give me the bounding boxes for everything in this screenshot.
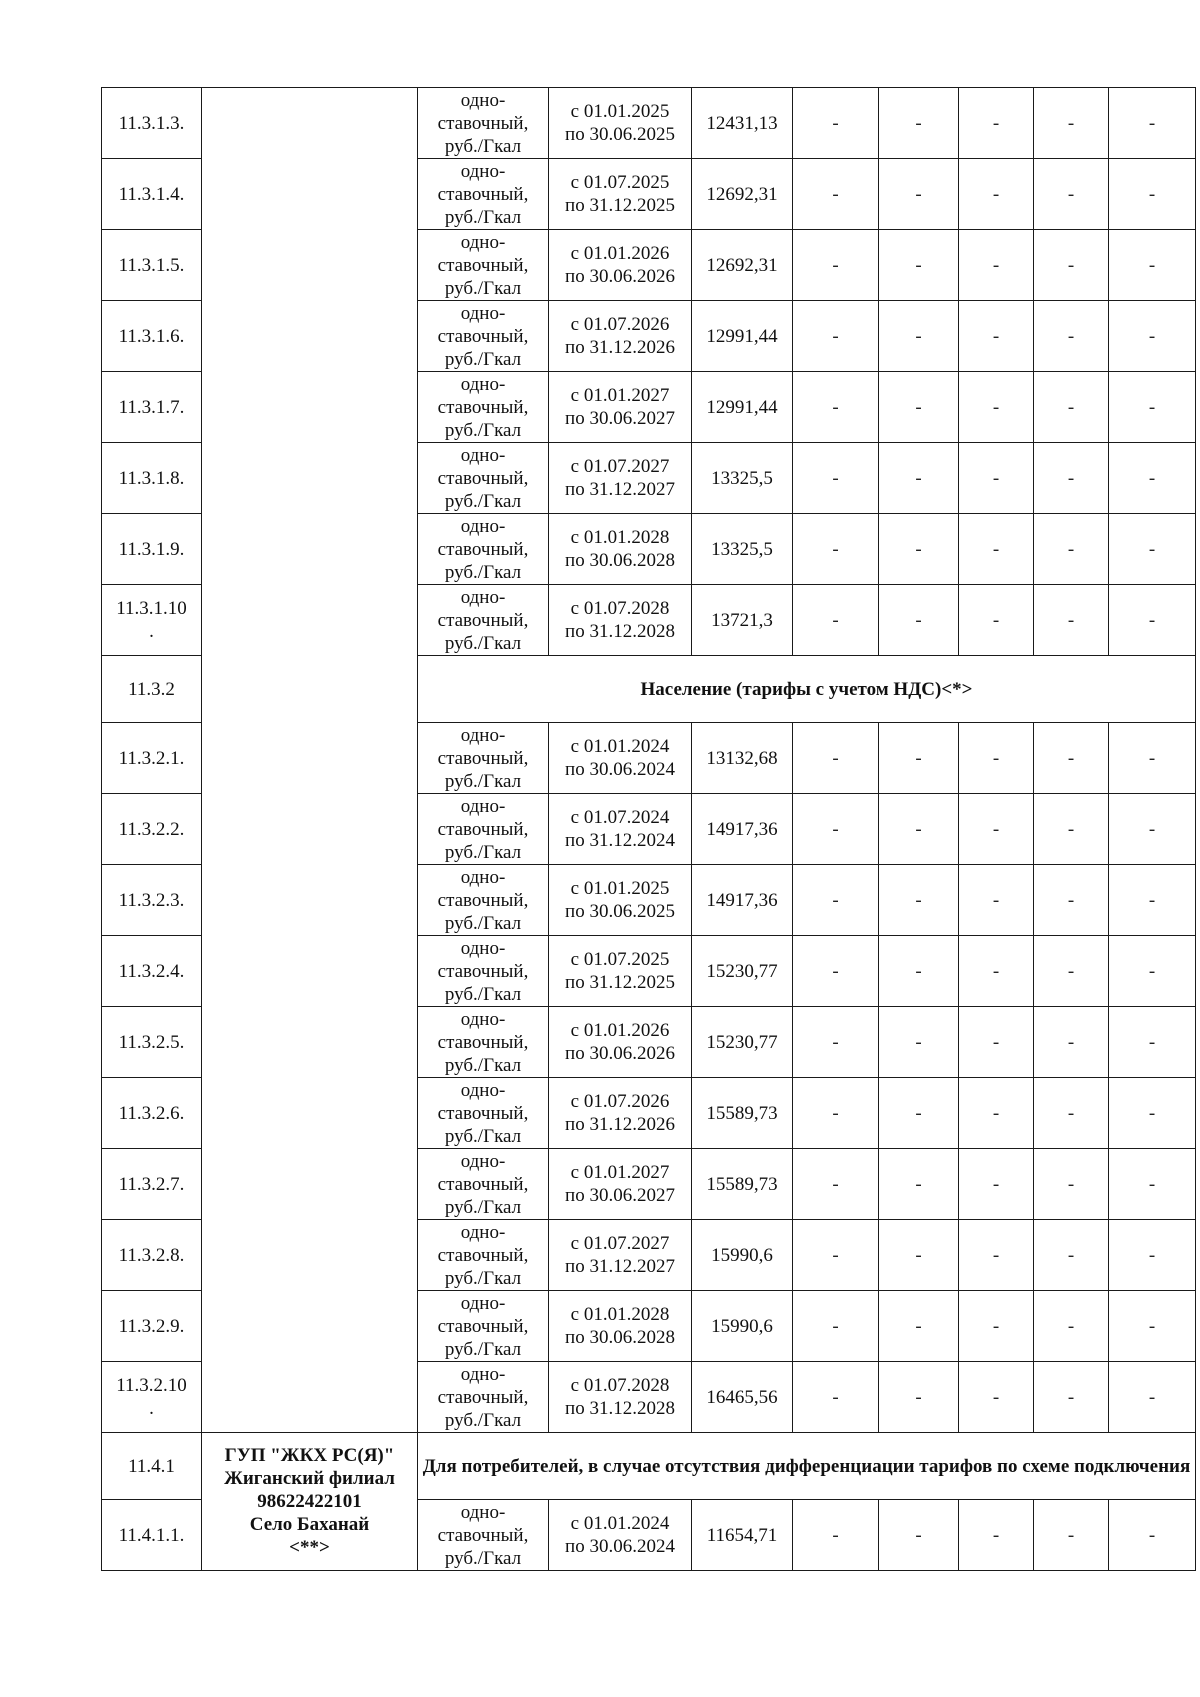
row-number: 11.3.2.4.: [102, 936, 202, 1007]
empty-value: -: [1034, 723, 1109, 794]
tariff-kind: [418, 1291, 549, 1362]
empty-value: -: [793, 1078, 879, 1149]
empty-value: -: [1034, 1220, 1109, 1291]
empty-value: -: [1034, 1362, 1109, 1433]
row-number: 11.3.1.4.: [102, 159, 202, 230]
tariff-kind-line: одно-: [460, 795, 506, 817]
period-line: по 30.06.2026: [565, 1043, 675, 1064]
row-number: 11.3.2.2.: [102, 794, 202, 865]
section-title: Население (тарифы с учетом НДС)<*>: [418, 656, 1196, 723]
tariff-value: 15230,77: [692, 1007, 793, 1078]
empty-value: -: [1034, 1500, 1109, 1571]
period-line: с 01.07.2028: [570, 598, 670, 619]
period-line: по 31.12.2025: [565, 195, 675, 216]
empty-value: -: [959, 723, 1034, 794]
empty-value: -: [959, 230, 1034, 301]
empty-value: -: [879, 865, 959, 936]
row-number: 11.3.1.3.: [102, 88, 202, 159]
empty-value: -: [793, 230, 879, 301]
organization-line: Жиганский филиал: [224, 1468, 395, 1489]
table-row: [102, 88, 1196, 159]
tariff-value: 15990,6: [692, 1220, 793, 1291]
tariff-kind-line: руб./Гкал: [444, 1054, 522, 1076]
tariff-kind: [418, 794, 549, 865]
period-line: с 01.07.2026: [570, 314, 670, 335]
empty-value: -: [1109, 1362, 1196, 1433]
tariff-kind-line: ставочный,: [437, 889, 529, 911]
row-number-text: 11.3.1.10 .: [116, 598, 187, 642]
tariff-value: 11654,71: [692, 1500, 793, 1571]
tariff-kind: [418, 585, 549, 656]
tariff-kind: [418, 1007, 549, 1078]
period: [549, 372, 692, 443]
empty-value: -: [959, 1149, 1034, 1220]
tariff-kind: [418, 1078, 549, 1149]
empty-value: -: [793, 443, 879, 514]
period: [549, 1078, 692, 1149]
period-line: с 01.07.2027: [570, 456, 670, 477]
tariff-kind-line: руб./Гкал: [444, 561, 522, 583]
empty-value: -: [793, 585, 879, 656]
tariff-kind-line: одно-: [460, 444, 506, 466]
tariff-kind-line: ставочный,: [437, 1315, 529, 1337]
tariff-kind-line: одно-: [460, 1292, 506, 1314]
organization-line: 98622422101: [257, 1491, 362, 1512]
period: [549, 585, 692, 656]
empty-value: -: [1109, 301, 1196, 372]
tariff-kind-line: ставочный,: [437, 747, 529, 769]
tariff-kind: [418, 159, 549, 230]
empty-value: -: [1034, 794, 1109, 865]
tariff-kind-line: руб./Гкал: [444, 419, 522, 441]
tariff-kind-line: руб./Гкал: [444, 135, 522, 157]
period: [549, 159, 692, 230]
empty-value: -: [959, 1220, 1034, 1291]
period-line: по 30.06.2028: [565, 1327, 675, 1348]
period: [549, 865, 692, 936]
tariff-kind-line: руб./Гкал: [444, 841, 522, 863]
empty-value: -: [959, 936, 1034, 1007]
tariff-kind-line: ставочный,: [437, 818, 529, 840]
row-number: 11.3.2.6.: [102, 1078, 202, 1149]
empty-value: -: [879, 1007, 959, 1078]
tariff-kind-line: одно-: [460, 302, 506, 324]
row-number: 11.3.1.5.: [102, 230, 202, 301]
empty-value: -: [959, 301, 1034, 372]
tariff-kind-line: ставочный,: [437, 112, 529, 134]
period-line: с 01.07.2024: [570, 807, 670, 828]
empty-value: -: [879, 1078, 959, 1149]
empty-value: -: [959, 585, 1034, 656]
tariff-value: 15589,73: [692, 1078, 793, 1149]
empty-value: -: [793, 865, 879, 936]
organization-cell-empty: [202, 88, 418, 1433]
tariff-kind-line: руб./Гкал: [444, 1196, 522, 1218]
tariff-kind-line: одно-: [460, 1079, 506, 1101]
empty-value: -: [1034, 514, 1109, 585]
period-line: по 30.06.2024: [565, 1536, 675, 1557]
tariff-kind-line: ставочный,: [437, 467, 529, 489]
tariff-kind-line: ставочный,: [437, 183, 529, 205]
row-number: 11.3.2.5.: [102, 1007, 202, 1078]
period-line: с 01.01.2024: [570, 1513, 670, 1534]
tariff-value: 12692,31: [692, 159, 793, 230]
empty-value: -: [1034, 301, 1109, 372]
period-line: с 01.01.2028: [570, 1304, 670, 1325]
tariff-kind-line: руб./Гкал: [444, 1267, 522, 1289]
tariff-kind: [418, 301, 549, 372]
empty-value: -: [793, 301, 879, 372]
tariff-kind-line: одно-: [460, 515, 506, 537]
empty-value: -: [879, 443, 959, 514]
empty-value: -: [959, 443, 1034, 514]
section-title: Для потребителей, в случае отсутствия дифференциации тарифов по схеме подключения: [418, 1433, 1196, 1500]
empty-value: -: [1109, 936, 1196, 1007]
empty-value: -: [959, 88, 1034, 159]
empty-value: -: [1109, 372, 1196, 443]
empty-value: -: [879, 1220, 959, 1291]
tariff-kind: [418, 372, 549, 443]
empty-value: -: [1034, 585, 1109, 656]
empty-value: -: [1109, 1291, 1196, 1362]
tariff-kind-line: ставочный,: [437, 254, 529, 276]
tariff-kind: [418, 865, 549, 936]
tariff-kind-line: руб./Гкал: [444, 1547, 522, 1569]
empty-value: -: [1034, 88, 1109, 159]
period-line: с 01.07.2026: [570, 1091, 670, 1112]
row-number: 11.4.1.1.: [102, 1500, 202, 1571]
period-line: по 30.06.2025: [565, 901, 675, 922]
row-number: 11.3.1.7.: [102, 372, 202, 443]
empty-value: -: [879, 1149, 959, 1220]
tariff-kind-line: одно-: [460, 1363, 506, 1385]
empty-value: -: [793, 372, 879, 443]
tariff-kind-line: ставочный,: [437, 1386, 529, 1408]
row-number: 11.3.2: [102, 656, 202, 723]
tariff-kind-line: одно-: [460, 373, 506, 395]
organization-line: Село Баханай: [249, 1514, 370, 1535]
period: [549, 1007, 692, 1078]
tariff-kind-line: руб./Гкал: [444, 770, 522, 792]
period-line: по 31.12.2027: [565, 1256, 675, 1277]
period-line: по 31.12.2027: [565, 479, 675, 500]
empty-value: -: [793, 1500, 879, 1571]
period-line: по 30.06.2025: [565, 124, 675, 145]
tariff-kind-line: одно-: [460, 1150, 506, 1172]
period-line: с 01.07.2028: [570, 1375, 670, 1396]
empty-value: -: [793, 1007, 879, 1078]
period: [549, 88, 692, 159]
period: [549, 443, 692, 514]
empty-value: -: [879, 159, 959, 230]
tariff-kind-line: руб./Гкал: [444, 348, 522, 370]
empty-value: -: [1109, 1078, 1196, 1149]
empty-value: -: [1109, 159, 1196, 230]
empty-value: -: [793, 1149, 879, 1220]
tariff-kind-line: одно-: [460, 1501, 506, 1523]
period-line: с 01.07.2025: [570, 949, 670, 970]
empty-value: -: [793, 1291, 879, 1362]
tariff-kind: [418, 514, 549, 585]
tariff-value: 15990,6: [692, 1291, 793, 1362]
period-line: с 01.01.2027: [570, 1162, 670, 1183]
period-line: с 01.01.2025: [570, 101, 670, 122]
row-number: 11.3.1.6.: [102, 301, 202, 372]
tariff-kind: [418, 1500, 549, 1571]
row-number: 11.3.2.1.: [102, 723, 202, 794]
organization-line: <**>: [289, 1537, 330, 1558]
empty-value: -: [959, 1500, 1034, 1571]
tariff-value: 15230,77: [692, 936, 793, 1007]
period-line: с 01.07.2025: [570, 172, 670, 193]
organization-name: [202, 1433, 418, 1571]
period-line: с 01.07.2027: [570, 1233, 670, 1254]
tariff-value: 12431,13: [692, 88, 793, 159]
empty-value: -: [959, 159, 1034, 230]
period-line: с 01.01.2026: [570, 243, 670, 264]
tariff-value: 15589,73: [692, 1149, 793, 1220]
tariff-kind: [418, 723, 549, 794]
empty-value: -: [879, 372, 959, 443]
period-line: по 31.12.2028: [565, 621, 675, 642]
tariff-kind: [418, 1149, 549, 1220]
tariff-kind-line: одно-: [460, 89, 506, 111]
row-number: 11.3.2.8.: [102, 1220, 202, 1291]
empty-value: -: [1109, 585, 1196, 656]
period: [549, 723, 692, 794]
tariff-kind-line: ставочный,: [437, 960, 529, 982]
tariff-value: 12991,44: [692, 372, 793, 443]
empty-value: -: [793, 1362, 879, 1433]
empty-value: -: [1034, 230, 1109, 301]
period-line: с 01.01.2025: [570, 878, 670, 899]
period-line: по 30.06.2024: [565, 759, 675, 780]
period-line: по 30.06.2028: [565, 550, 675, 571]
tariff-kind-line: руб./Гкал: [444, 632, 522, 654]
period-line: по 31.12.2025: [565, 972, 675, 993]
empty-value: -: [793, 514, 879, 585]
empty-value: -: [879, 88, 959, 159]
tariff-value: 13325,5: [692, 514, 793, 585]
empty-value: -: [1109, 443, 1196, 514]
period-line: с 01.01.2027: [570, 385, 670, 406]
empty-value: -: [1034, 1078, 1109, 1149]
tariff-kind-line: руб./Гкал: [444, 983, 522, 1005]
empty-value: -: [1034, 936, 1109, 1007]
period-line: по 30.06.2027: [565, 408, 675, 429]
tariff-kind-line: одно-: [460, 1221, 506, 1243]
row-number: [102, 585, 202, 656]
empty-value: -: [793, 88, 879, 159]
period-line: с 01.01.2024: [570, 736, 670, 757]
section-row: [102, 1433, 1196, 1500]
empty-value: -: [793, 159, 879, 230]
empty-value: -: [793, 1220, 879, 1291]
empty-value: -: [1109, 794, 1196, 865]
period: [549, 514, 692, 585]
period-line: с 01.01.2028: [570, 527, 670, 548]
row-number: 11.3.2.9.: [102, 1291, 202, 1362]
period: [549, 301, 692, 372]
tariff-kind: [418, 936, 549, 1007]
tariff-kind-line: руб./Гкал: [444, 1125, 522, 1147]
empty-value: -: [959, 514, 1034, 585]
empty-value: -: [959, 1362, 1034, 1433]
tariff-kind: [418, 1220, 549, 1291]
tariff-kind-line: ставочный,: [437, 1244, 529, 1266]
empty-value: -: [959, 1007, 1034, 1078]
tariff-kind-line: ставочный,: [437, 1031, 529, 1053]
empty-value: -: [1034, 865, 1109, 936]
tariff-kind-line: ставочный,: [437, 609, 529, 631]
tariff-table-body: [102, 88, 1196, 1571]
tariff-value: 14917,36: [692, 794, 793, 865]
tariff-kind-line: руб./Гкал: [444, 206, 522, 228]
empty-value: -: [793, 936, 879, 1007]
empty-value: -: [1034, 1149, 1109, 1220]
row-number: 11.3.2.7.: [102, 1149, 202, 1220]
empty-value: -: [959, 794, 1034, 865]
empty-value: -: [879, 514, 959, 585]
tariff-kind: [418, 88, 549, 159]
empty-value: -: [1034, 372, 1109, 443]
tariff-value: 14917,36: [692, 865, 793, 936]
empty-value: -: [1109, 1500, 1196, 1571]
empty-value: -: [879, 1362, 959, 1433]
organization-line: ГУП "ЖКХ РС(Я)": [224, 1445, 395, 1466]
empty-value: -: [1109, 514, 1196, 585]
empty-value: -: [1109, 723, 1196, 794]
period-line: по 31.12.2026: [565, 1114, 675, 1135]
empty-value: -: [879, 723, 959, 794]
tariff-kind-line: ставочный,: [437, 538, 529, 560]
tariff-kind-line: ставочный,: [437, 1173, 529, 1195]
empty-value: -: [879, 936, 959, 1007]
period: [549, 1500, 692, 1571]
empty-value: -: [959, 372, 1034, 443]
empty-value: -: [1109, 88, 1196, 159]
tariff-value: 12692,31: [692, 230, 793, 301]
empty-value: -: [879, 230, 959, 301]
tariff-kind-line: руб./Гкал: [444, 1338, 522, 1360]
empty-value: -: [1109, 230, 1196, 301]
tariff-kind-line: ставочный,: [437, 1524, 529, 1546]
empty-value: -: [879, 1291, 959, 1362]
empty-value: -: [1109, 1220, 1196, 1291]
row-number: 11.4.1: [102, 1433, 202, 1500]
tariff-kind-line: одно-: [460, 724, 506, 746]
empty-value: -: [793, 794, 879, 865]
empty-value: -: [1034, 159, 1109, 230]
tariff-kind-line: руб./Гкал: [444, 912, 522, 934]
period: [549, 1291, 692, 1362]
tariff-value: 13721,3: [692, 585, 793, 656]
empty-value: -: [1109, 865, 1196, 936]
tariff-kind-line: руб./Гкал: [444, 490, 522, 512]
tariff-kind: [418, 1362, 549, 1433]
empty-value: -: [959, 865, 1034, 936]
empty-value: -: [793, 723, 879, 794]
tariff-kind-line: одно-: [460, 866, 506, 888]
tariff-kind-line: одно-: [460, 937, 506, 959]
tariff-kind: [418, 230, 549, 301]
period-line: по 30.06.2027: [565, 1185, 675, 1206]
period: [549, 1149, 692, 1220]
empty-value: -: [959, 1291, 1034, 1362]
period: [549, 1362, 692, 1433]
period: [549, 230, 692, 301]
tariff-kind-line: руб./Гкал: [444, 277, 522, 299]
tariff-kind-line: одно-: [460, 586, 506, 608]
empty-value: -: [879, 1500, 959, 1571]
period-line: по 31.12.2024: [565, 830, 675, 851]
empty-value: -: [879, 794, 959, 865]
tariff-value: 13325,5: [692, 443, 793, 514]
tariff-kind-line: ставочный,: [437, 396, 529, 418]
tariff-value: 12991,44: [692, 301, 793, 372]
empty-value: -: [879, 301, 959, 372]
period-line: с 01.01.2026: [570, 1020, 670, 1041]
empty-value: -: [1034, 1007, 1109, 1078]
period-line: по 30.06.2026: [565, 266, 675, 287]
period: [549, 936, 692, 1007]
row-number: 11.3.1.8.: [102, 443, 202, 514]
empty-value: -: [879, 585, 959, 656]
tariff-kind-line: ставочный,: [437, 1102, 529, 1124]
empty-value: -: [1034, 1291, 1109, 1362]
empty-value: -: [1034, 443, 1109, 514]
period-line: по 31.12.2026: [565, 337, 675, 358]
empty-value: -: [959, 1078, 1034, 1149]
period: [549, 794, 692, 865]
tariff-kind-line: одно-: [460, 160, 506, 182]
tariff-kind-line: руб./Гкал: [444, 1409, 522, 1431]
tariff-value: 13132,68: [692, 723, 793, 794]
tariff-kind-line: ставочный,: [437, 325, 529, 347]
row-number-text: 11.3.2.10 .: [116, 1375, 187, 1419]
tariff-value: 16465,56: [692, 1362, 793, 1433]
row-number: [102, 1362, 202, 1433]
tariff-kind-line: одно-: [460, 1008, 506, 1030]
row-number: 11.3.1.9.: [102, 514, 202, 585]
row-number: 11.3.2.3.: [102, 865, 202, 936]
tariff-kind: [418, 443, 549, 514]
tariff-kind-line: одно-: [460, 231, 506, 253]
tariff-table: [101, 87, 1196, 1571]
empty-value: -: [1109, 1007, 1196, 1078]
empty-value: -: [1109, 1149, 1196, 1220]
period-line: по 31.12.2028: [565, 1398, 675, 1419]
period: [549, 1220, 692, 1291]
